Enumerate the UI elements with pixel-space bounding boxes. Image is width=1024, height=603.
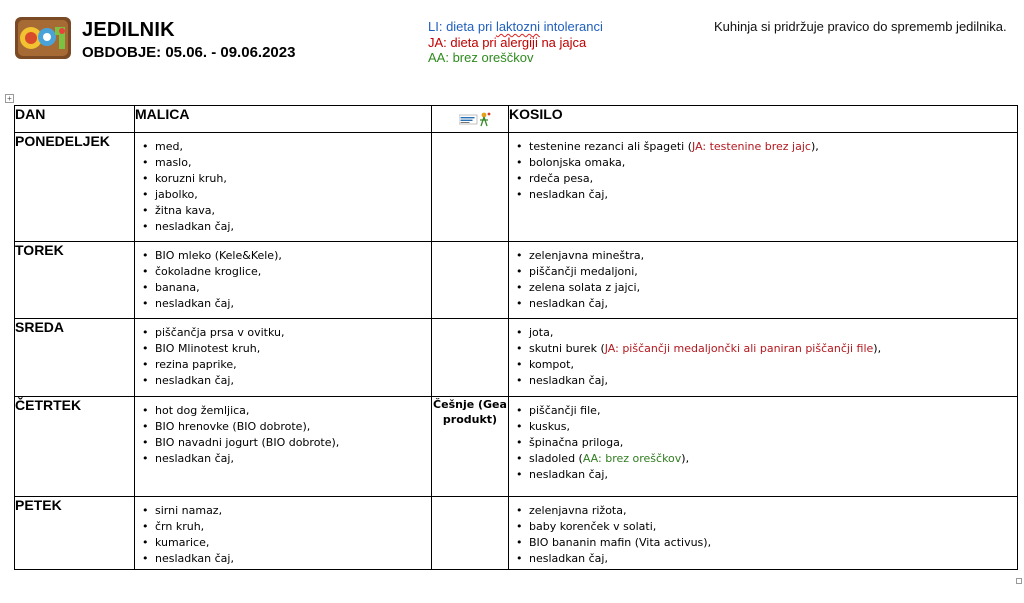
day-row [15, 397, 1018, 497]
malica-item: • hot dog žemljica, [141, 403, 425, 419]
kosilo-item: • špinačna priloga, [515, 435, 1011, 451]
kosilo-item: • nesladkan čaj, [515, 467, 1011, 483]
malica-item: • črn kruh, [141, 519, 425, 535]
kosilo-item: • zelenjavna rižota, [515, 503, 1011, 519]
kosilo-item: • skutni burek (JA: piščančji medaljončki ali paniran piščančji file), [515, 341, 1011, 357]
kosilo-item: • jota, [515, 325, 1011, 341]
kosilo-item: • BIO bananin mafin (Vita activus), [515, 535, 1011, 551]
malica-item: • BIO Mlinotest kruh, [141, 341, 425, 357]
malica-item: • med, [141, 139, 425, 155]
malica-cell [135, 242, 432, 319]
school-logo-icon [15, 17, 71, 59]
kosilo-item: • kompot, [515, 357, 1011, 373]
kosilo-item: • nesladkan čaj, [515, 373, 1011, 389]
malica-item: • nesladkan čaj, [141, 451, 425, 467]
malica-item: • BIO navadni jogurt (BIO dobrote), [141, 435, 425, 451]
kosilo-item: • nesladkan čaj, [515, 187, 1011, 203]
menu-period: OBDOBJE: 05.06. - 09.06.2023 [82, 44, 296, 61]
column-header-kosilo: KOSILO [509, 106, 1018, 133]
kosilo-cell [509, 319, 1018, 397]
kosilo-item: • piščančji medaljoni, [515, 264, 1011, 280]
document-header [0, 0, 1024, 90]
day-row [15, 133, 1018, 242]
legend-aa: AA: brez oreščkov [428, 50, 534, 65]
kitchen-notice: Kuhinja si pridržuje pravico do sprememb jedilnika. [714, 19, 1007, 34]
fruit-scheme-logo-icon [459, 111, 493, 127]
malica-item: • nesladkan čaj, [141, 296, 425, 312]
table-resize-handle[interactable] [1016, 578, 1022, 584]
kosilo-item: • kuskus, [515, 419, 1011, 435]
snack-cell [432, 497, 509, 570]
page-title: JEDILNIK [82, 19, 175, 41]
malica-cell [135, 397, 432, 497]
malica-item: • BIO hrenovke (BIO dobrote), [141, 419, 425, 435]
day-row [15, 497, 1018, 570]
kosilo-item: • zelena solata z jajci, [515, 280, 1011, 296]
malica-item: • jabolko, [141, 187, 425, 203]
legend-ja: JA: dieta pri alergiji na jajca [428, 34, 587, 50]
malica-item: • koruzni kruh, [141, 171, 425, 187]
kosilo-cell [509, 397, 1018, 497]
malica-item: • BIO mleko (Kele&Kele), [141, 248, 425, 264]
column-header-snack [432, 106, 509, 133]
day-name: TOREK [15, 242, 135, 319]
day-name: SREDA [15, 319, 135, 397]
malica-cell [135, 497, 432, 570]
kosilo-item: • bolonjska omaka, [515, 155, 1011, 171]
ja-diet-note: JA: testenine brez jajc [692, 140, 811, 153]
kosilo-item: • sladoled (AA: brez oreščkov), [515, 451, 1011, 467]
ja-diet-note: JA: piščančji medaljončki ali paniran piščančji file [604, 342, 874, 355]
malica-item: • rezina paprike, [141, 357, 425, 373]
diet-legend [428, 19, 603, 66]
table-header-row [15, 106, 1018, 133]
malica-item: • banana, [141, 280, 425, 296]
kosilo-item: • baby korenček v solati, [515, 519, 1011, 535]
aa-diet-note: AA: brez oreščkov [582, 452, 682, 465]
malica-item: • piščančja prsa v ovitku, [141, 325, 425, 341]
malica-item: • kumarice, [141, 535, 425, 551]
snack-cell [432, 319, 509, 397]
malica-cell [135, 319, 432, 397]
malica-item: • nesladkan čaj, [141, 219, 425, 235]
day-name: PONEDELJEK [15, 133, 135, 242]
kosilo-cell [509, 497, 1018, 570]
snack-cell [432, 242, 509, 319]
day-name: PETEK [15, 497, 135, 570]
kosilo-item: • piščančji file, [515, 403, 1011, 419]
snack-cell: Češnje (Gea produkt) [432, 397, 509, 497]
day-name: ČETRTEK [15, 397, 135, 497]
kosilo-item: • testenine rezanci ali špageti (JA: testenine brez jajc), [515, 139, 1011, 155]
malica-item: • nesladkan čaj, [141, 551, 425, 567]
kosilo-cell [509, 242, 1018, 319]
snack-cell [432, 133, 509, 242]
kosilo-cell [509, 133, 1018, 242]
kosilo-item: • nesladkan čaj, [515, 551, 1011, 567]
kosilo-item: • nesladkan čaj, [515, 296, 1011, 312]
kosilo-item: • zelenjavna mineštra, [515, 248, 1011, 264]
legend-li: LI: dieta pri laktozni intoleranci [428, 19, 603, 34]
day-row [15, 242, 1018, 319]
malica-item: • žitna kava, [141, 203, 425, 219]
column-header-malica: MALICA [135, 106, 432, 133]
table-move-handle-icon[interactable]: + [5, 94, 14, 103]
malica-item: • nesladkan čaj, [141, 373, 425, 389]
malica-cell [135, 133, 432, 242]
kosilo-item: • rdeča pesa, [515, 171, 1011, 187]
malica-item: • maslo, [141, 155, 425, 171]
column-header-day: DAN [15, 106, 135, 133]
malica-item: • sirni namaz, [141, 503, 425, 519]
title-block [82, 19, 295, 63]
malica-item: • čokoladne kroglice, [141, 264, 425, 280]
day-row [15, 319, 1018, 397]
menu-table [14, 105, 1018, 570]
